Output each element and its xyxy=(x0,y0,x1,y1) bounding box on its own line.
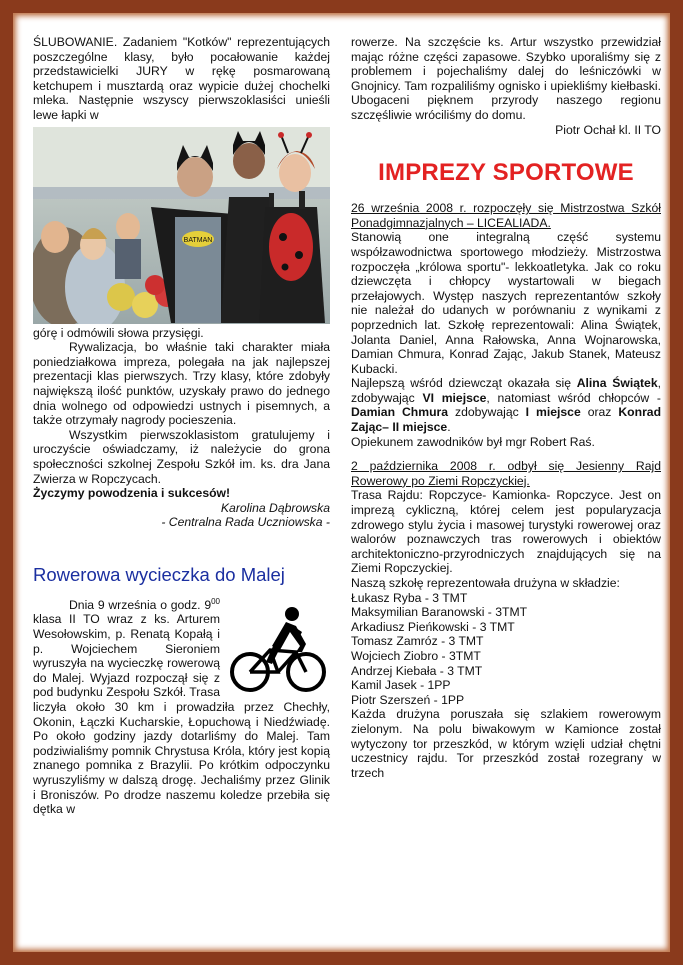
left-column xyxy=(33,35,330,817)
sports-section-title: IMPREZY SPORTOWE xyxy=(378,159,634,187)
list-item: Łukasz Ryba - 3 TMT xyxy=(351,590,468,605)
newsletter-page xyxy=(13,13,670,952)
bike-trip-article xyxy=(33,598,330,817)
wish-line: Życzymy powodzenia i sukcesów! xyxy=(33,486,231,501)
list-item: Tomasz Zamróz - 3 TMT xyxy=(351,634,484,649)
licealiada-body: Stanowią one integralną część systemu współzawodnictwa sportowego młodzieży. Mistrzostwa rozpoczęła „królowa sportu"- lekkoatletyka. Jak co roku dziewczęta i chłopcy wystartowali w biegach przełajowych. Występ naszych reprezentantów szkoły nie należał do udanych w porównaniu z wynikami z poprzednich lat. Szkołę reprezentowali: Alina Świątek, Jolanta Daniel, Anna Rałowska, Anna Wojnarowska, Damian Chmura, Konrad Zając, Jakub Stanek, Mateusz Kubacki. xyxy=(351,230,661,376)
list-item: Wojciech Ziobro - 3TMT xyxy=(351,648,481,663)
bike-trip-continued: rowerze. Na szczęście ks. Artur wszystko przewidział mając różne części zapasowe. Szybko uporaliśmy się z problemem i pojechaliśmy dalej do leśniczówki w Gnojnicy. Tam rozpaliliśmy ognisko i upiekliśmy kiełbaski. Ubogaceni pięknem przyrody naszego regionu szczęśliwie wróciliśmy do domu. xyxy=(351,35,661,122)
bike-trip-title: Rowerowa wycieczka do Malej xyxy=(33,563,285,585)
bike-trip-author: Piotr Ochał kl. II TO xyxy=(555,122,661,137)
rivalry-paragraph: Rywalizacja, bo właśnie taki charakter miała poniedziałkowa impreza, polegała na jak najlepszej prezentacji klas pierwszych. Trzy klasy, które zdobyły największą ilość punktów, uzyskały prawo do jednego dnia wolnego od odpowiedzi ustnych i pisemnych, a także otrzymały nagrody pocieszenia. xyxy=(33,340,330,428)
right-column xyxy=(351,35,661,780)
licealiada-results: Najlepszą wśród dziewcząt okazała się Alina Świątek, zdobywając VI miejsce, natomiast wśród chłopców - Damian Chmura zdobywając I miejsce oraz Konrad Zając– II miejsce. xyxy=(351,376,662,435)
rally-heading: 2 października 2008 r. odbył się Jesienny Rajd Rowerowy po Ziemi Ropczyckiej. xyxy=(351,459,661,488)
licealiada-heading: 26 września 2008 r. rozpoczęły się Mistrzostwa Szkół Ponadgimnazjalnych – LICEALIADA. xyxy=(351,201,661,230)
author-signature: Karolina Dąbrowska xyxy=(220,500,330,515)
licealiada-coach: Opiekunem zawodników był mgr Robert Raś. xyxy=(351,434,595,449)
batman-logo-text: BATMAN xyxy=(183,236,213,244)
list-item: Piotr Szerszeń - 1PP xyxy=(351,692,465,707)
oath-paragraph-continued: górę i odmówili słowa przysięgi. xyxy=(33,325,204,340)
list-item: Arkadiusz Pieńkowski - 3 TMT xyxy=(351,619,515,634)
rally-body: Trasa Rajdu: Ropczyce- Kamionka- Ropczyce. Jest on imprezą cykliczną, której celem jest popularyzacja zdrowego stylu życia i masowej turystyki rowerowej oraz walorów poznawczych tras rowerowych i obiektów architektoniczno-przyrodniczych znajdujących się na Ziemi Ropczyckiej. xyxy=(351,488,661,576)
costume-performers-image xyxy=(33,127,330,324)
cyclist-icon xyxy=(226,602,330,694)
rally-closing: Każda drużyna poruszała się szlakiem rowerowym zielonym. Na polu biwakowym w Kamionce został wytyczony tor przeszkód, w którym wzięli udział chętni uczestnicy rajdu. Tor przeszkód został rozegrany w trzech xyxy=(351,707,661,780)
list-item: Kamil Jasek - 1PP xyxy=(351,678,451,693)
oath-paragraph: ŚLUBOWANIE. Zadaniem "Kotków" reprezentujących poszczególne klasy, było pocałowanie każdej przedstawicielki JURY w rękę posmarowaną ketchupem i musztardą oraz wypicie dużej chochelki mleka. Następnie wszyscy pierwszoklasiści unieśli lewe łapki w xyxy=(33,35,330,122)
event-photo xyxy=(33,127,330,324)
bike-trip-paragraph: Dnia 9 września o godz. $9^{00}$ klasa II TO wraz z ks. Arturem Wesołowskim, p. Renatą Kopałą i p. Wojciechem Sieroniem wyruszyła na wycieczkę rowerową do Malej. Wyjazd rozpoczął się z pod budynku Zespołu Szkół. Trasa liczyła około 30 km i prowadziła przez Chechły, Okonin, Łączki Kucharskie, Łopuchową i Niedźwiadę. Po około godziny jazdy dotarliśmy do Malej. Tam podziwialiśmy pomnik Chrystusa Króla, który jest kopią znanego pomnika z Brazylii. Po krótkim odpoczynku wyruszyliśmy w dalszą drogę. Jechaliśmy przez Glinik i Broniszów. Po drodze naszemu koledze przebiła się dętka w xyxy=(33,596,330,817)
author-organisation: - Centralna Rada Uczniowska - xyxy=(161,515,330,530)
list-item: Maksymilian Baranowski - 3TMT xyxy=(351,605,528,620)
list-item: Andrzej Kiebała - 3 TMT xyxy=(351,663,483,678)
rally-team-intro: Naszą szkołę reprezentowała drużyna w składzie: xyxy=(351,576,620,590)
rally-team-list xyxy=(351,591,661,708)
congrats-paragraph: Wszystkim pierwszoklasistom gratulujemy i uroczyście oświadczamy, iż należycie do grona społeczności szkolnej Zespołu Szkół im. ks. dra Jana Zwierza w Ropczycach. xyxy=(33,427,330,486)
